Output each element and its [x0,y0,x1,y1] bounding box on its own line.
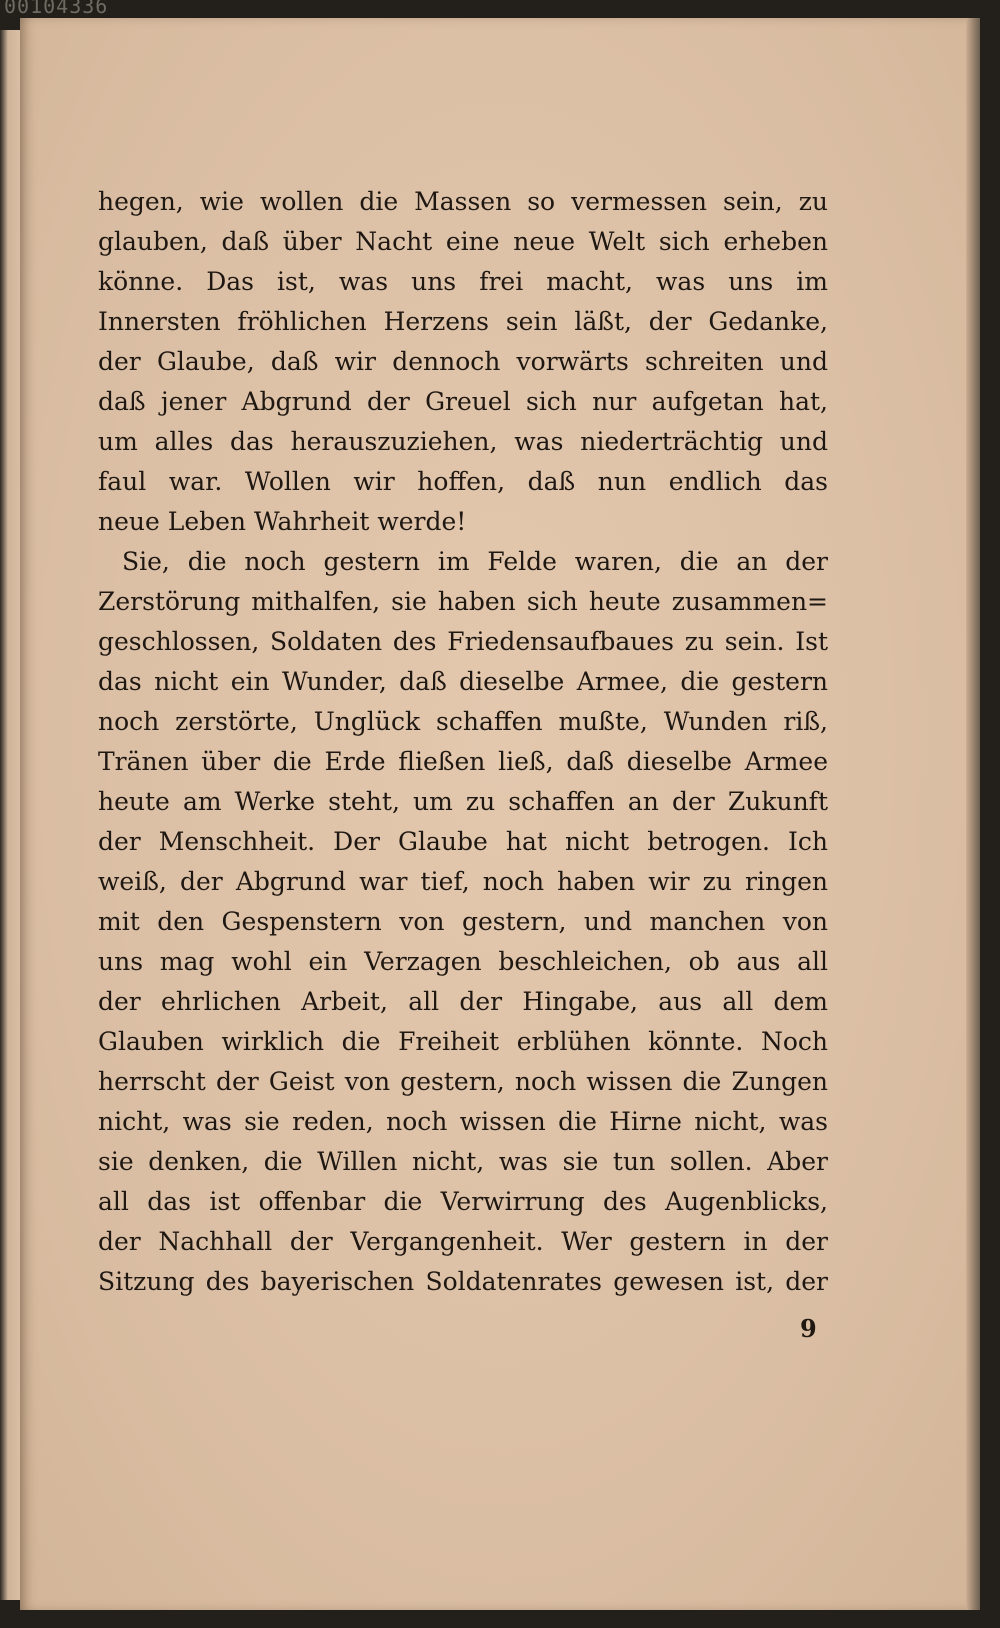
text-line: uns mag wohl ein Verzagen beschleichen, ob aus all [98,947,828,976]
text-line: faul war. Wollen wir hoffen, daß nun endlich das [98,467,828,496]
text-line: glauben, daß über Nacht eine neue Welt sich erheben [98,227,828,256]
text-line: der ehrlichen Arbeit, all der Hingabe, aus all dem [98,987,828,1016]
text-line: der Menschheit. Der Glaube hat nicht betrogen. Ich [98,827,828,856]
text-line: Innersten fröhlichen Herzens sein läßt, der Gedanke, [98,307,828,336]
text-line: der Nachhall der Vergangenheit. Wer gestern in der [98,1227,828,1256]
text-line: Glauben wirklich die Freiheit erblühen könnte. Noch [98,1027,828,1056]
text-line: Sitzung des bayerischen Soldatenrates gewesen ist, der [98,1267,828,1296]
text-line: sie denken, die Willen nicht, was sie tun sollen. Aber [98,1147,828,1176]
scan-id-label: 00104336 [4,0,109,18]
text-line: neue Leben Wahrheit werde! [98,507,467,536]
text-line: um alles das herauszuziehen, was niederträchtig und [98,427,828,456]
text-line: hegen, wie wollen die Massen so vermessen sein, zu [98,187,828,216]
text-line: der Glaube, daß wir dennoch vorwärts schreiten und [98,347,828,376]
text-line: weiß, der Abgrund war tief, noch haben wir zu ringen [98,867,828,896]
text-line: nicht, was sie reden, noch wissen die Hirne nicht, was [98,1107,828,1136]
previous-page-edge [0,30,20,1600]
page-number: 9 [800,1314,817,1343]
text-line: Sie, die noch gestern im Felde waren, die an der [122,547,828,576]
page-sheet [20,18,980,1610]
text-line: könne. Das ist, was uns frei macht, was uns im [98,267,828,296]
text-line: das nicht ein Wunder, daß dieselbe Armee, die gestern [98,667,828,696]
text-line: Tränen über die Erde fließen ließ, daß dieselbe Armee [98,747,828,776]
page-fore-edge [966,18,980,1610]
text-line: geschlossen, Soldaten des Friedensaufbaues zu sein. Ist [98,627,828,656]
text-line: all das ist offenbar die Verwirrung des Augenblicks, [98,1187,828,1216]
text-line: mit den Gespenstern von gestern, und manchen von [98,907,828,936]
text-line: daß jener Abgrund der Greuel sich nur aufgetan hat, [98,387,828,416]
text-line: Zerstörung mithalfen, sie haben sich heute zusammen= [98,587,828,616]
text-line: noch zerstörte, Unglück schaffen mußte, Wunden riß, [98,707,828,736]
text-line: herrscht der Geist von gestern, noch wissen die Zungen [98,1067,828,1096]
body-text [98,182,828,1302]
text-line: heute am Werke steht, um zu schaffen an der Zukunft [98,787,828,816]
